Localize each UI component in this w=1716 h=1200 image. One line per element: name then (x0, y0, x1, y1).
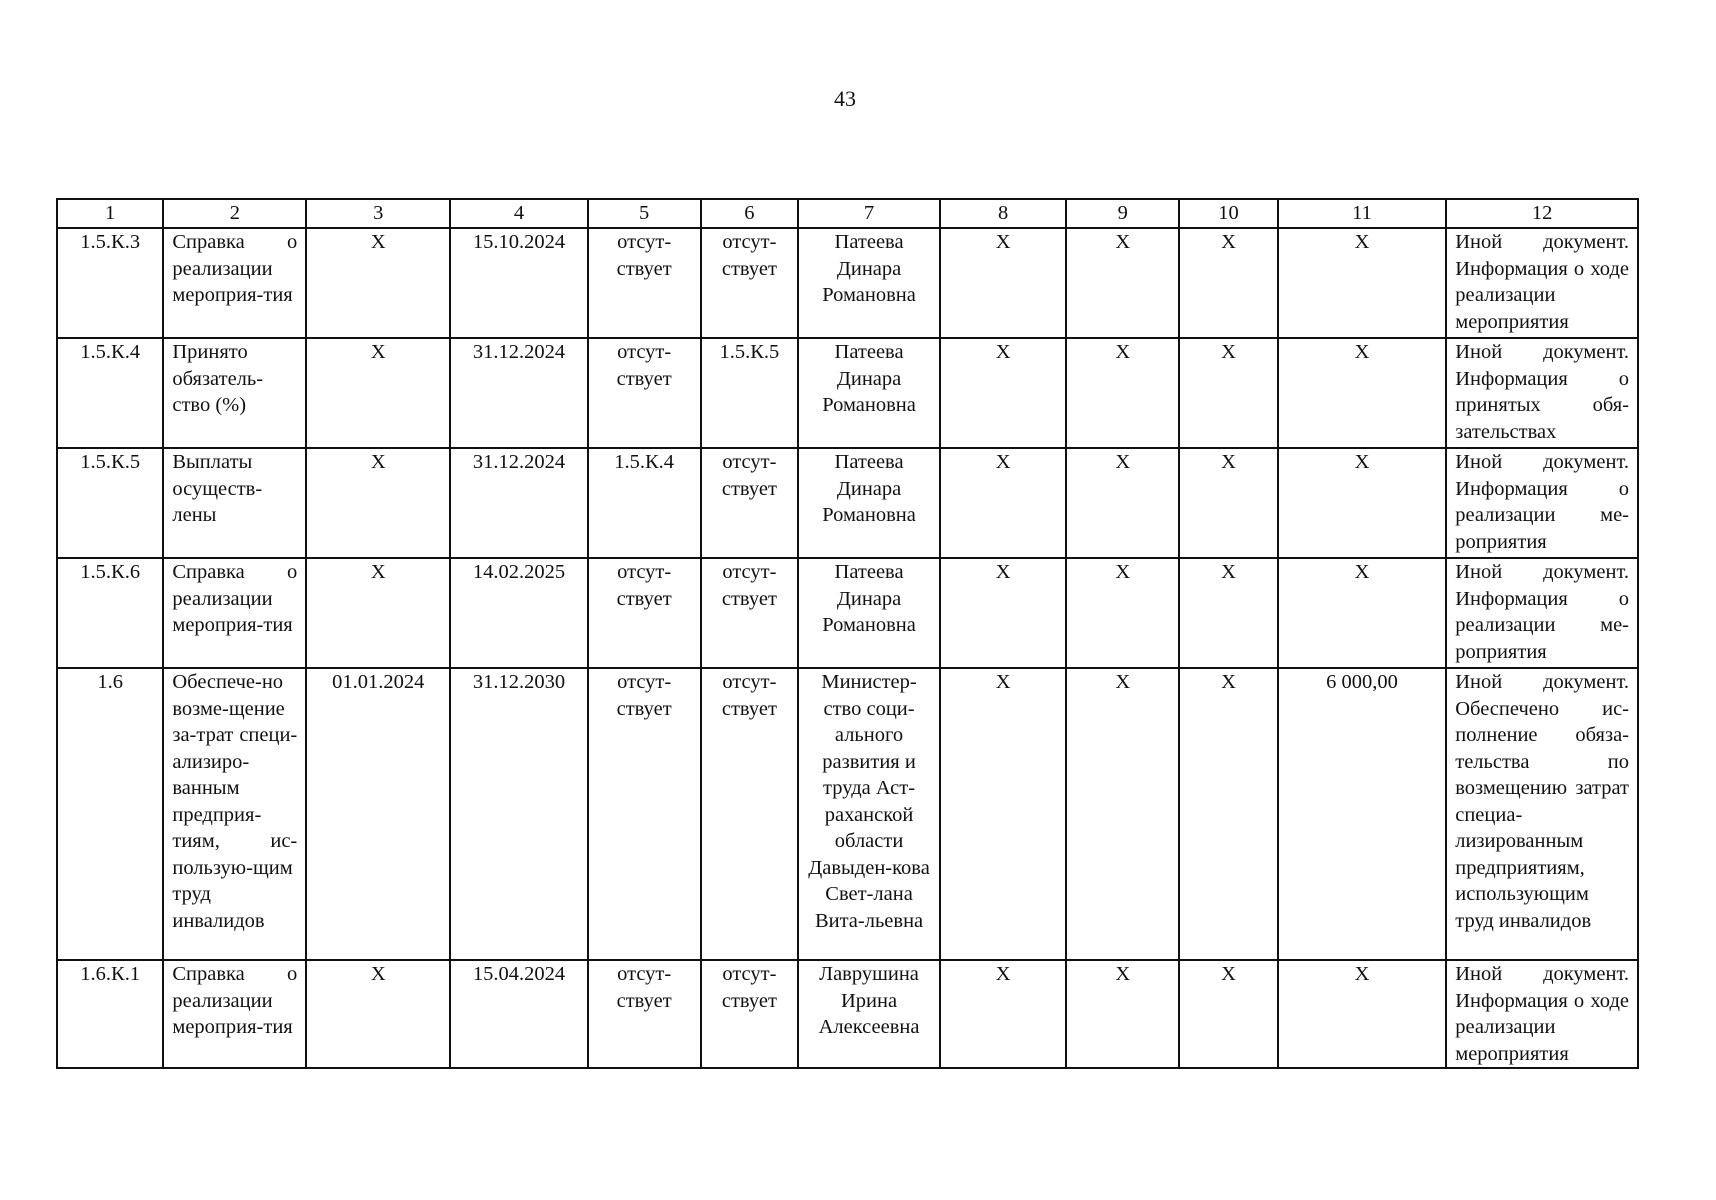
column-header: 1 (57, 199, 163, 228)
cell-col11: X (1278, 960, 1446, 1068)
cell-col9: X (1066, 448, 1179, 558)
cell-responsible: Патеева Динара Романовна (798, 338, 940, 448)
cell-col11: X (1278, 558, 1446, 668)
cell-col5: отсут-ствует (588, 960, 701, 1068)
cell-start: X (306, 228, 450, 338)
table-row (57, 668, 1638, 960)
cell-col5: отсут-ствует (588, 668, 701, 960)
cell-col9: X (1066, 960, 1179, 1068)
cell-col5: отсут-ствует (588, 558, 701, 668)
cell-col8: X (940, 448, 1066, 558)
cell-name: Справка о реализации мероприя-тия (163, 228, 306, 338)
cell-end: 31.12.2024 (450, 448, 587, 558)
column-header: 10 (1179, 199, 1278, 228)
column-header: 7 (798, 199, 940, 228)
cell-col8: X (940, 960, 1066, 1068)
table-row (57, 338, 1638, 448)
cell-code: 1.5.К.6 (57, 558, 163, 668)
cell-col6: отсут-ствует (701, 558, 798, 668)
cell-col10: X (1179, 960, 1278, 1068)
cell-start: X (306, 338, 450, 448)
column-header: 2 (163, 199, 306, 228)
cell-end: 15.04.2024 (450, 960, 587, 1068)
table-row (57, 448, 1638, 558)
column-header: 11 (1278, 199, 1446, 228)
cell-col10: X (1179, 448, 1278, 558)
cell-col10: X (1179, 558, 1278, 668)
cell-col5: 1.5.К.4 (588, 448, 701, 558)
page-number: 43 (834, 86, 856, 111)
table-row (57, 558, 1638, 668)
cell-col8: X (940, 228, 1066, 338)
cell-col11: 6 000,00 (1278, 668, 1446, 960)
cell-col11: X (1278, 448, 1446, 558)
table-row (57, 960, 1638, 1068)
cell-col5: отсут-ствует (588, 228, 701, 338)
cell-name: Справка о реализации мероприя-тия (163, 960, 306, 1068)
cell-col9: X (1066, 558, 1179, 668)
cell-end: 14.02.2025 (450, 558, 587, 668)
column-header: 8 (940, 199, 1066, 228)
cell-start: X (306, 960, 450, 1068)
cell-end: 31.12.2030 (450, 668, 587, 960)
column-header: 5 (588, 199, 701, 228)
cell-col8: X (940, 338, 1066, 448)
cell-doc: Иной документ. Информация о ходе реализации мероприятия (1446, 960, 1638, 1068)
cell-code: 1.5.К.3 (57, 228, 163, 338)
table-row (57, 228, 1638, 338)
cell-col8: X (940, 668, 1066, 960)
cell-col10: X (1179, 668, 1278, 960)
cell-code: 1.6 (57, 668, 163, 960)
cell-col8: X (940, 558, 1066, 668)
cell-responsible: Лаврушина Ирина Алексеевна (798, 960, 940, 1068)
cell-name: Выплаты осуществ-лены (163, 448, 306, 558)
cell-col9: X (1066, 338, 1179, 448)
cell-col6: отсут-ствует (701, 448, 798, 558)
cell-responsible: Патеева Динара Романовна (798, 228, 940, 338)
cell-doc: Иной документ. Обеспечено ис-полнение обяза-тельства по возмещению затрат специа-лизированным предприятиям, использующим труд инвалидов (1446, 668, 1638, 960)
cell-start: X (306, 558, 450, 668)
cell-start: X (306, 448, 450, 558)
cell-doc: Иной документ. Информация о ходе реализации мероприятия (1446, 228, 1638, 338)
cell-end: 15.10.2024 (450, 228, 587, 338)
document-table (56, 198, 1639, 1069)
cell-col11: X (1278, 338, 1446, 448)
cell-start: 01.01.2024 (306, 668, 450, 960)
cell-responsible: Министер-ство соци-ального развития и труда Аст-раханской области Давыден-кова Свет-лана Вита-льевна (798, 668, 940, 960)
cell-col11: X (1278, 228, 1446, 338)
column-header: 9 (1066, 199, 1179, 228)
cell-responsible: Патеева Динара Романовна (798, 448, 940, 558)
cell-doc: Иной документ. Информация о реализации ме-роприятия (1446, 558, 1638, 668)
cell-name: Справка о реализации мероприя-тия (163, 558, 306, 668)
cell-responsible: Патеева Динара Романовна (798, 558, 940, 668)
cell-code: 1.5.К.5 (57, 448, 163, 558)
column-header: 3 (306, 199, 450, 228)
cell-col6: отсут-ствует (701, 228, 798, 338)
cell-doc: Иной документ. Информация о реализации ме-роприятия (1446, 448, 1638, 558)
cell-col10: X (1179, 228, 1278, 338)
table-header-row (57, 199, 1638, 228)
column-header: 4 (450, 199, 587, 228)
cell-name: Принято обязатель-ство (%) (163, 338, 306, 448)
cell-code: 1.5.К.4 (57, 338, 163, 448)
cell-code: 1.6.К.1 (57, 960, 163, 1068)
cell-col9: X (1066, 668, 1179, 960)
cell-col9: X (1066, 228, 1179, 338)
cell-doc: Иной документ. Информация о принятых обя-зательствах (1446, 338, 1638, 448)
cell-col6: отсут-ствует (701, 960, 798, 1068)
column-header: 6 (701, 199, 798, 228)
cell-col5: отсут-ствует (588, 338, 701, 448)
column-header: 12 (1446, 199, 1638, 228)
cell-end: 31.12.2024 (450, 338, 587, 448)
cell-col6: отсут-ствует (701, 668, 798, 960)
cell-col6: 1.5.К.5 (701, 338, 798, 448)
cell-name: Обеспече-но возме-щение за-трат специ-ализиро-ванным предприя-тиям, ис-пользую-щим труд инвалидов (163, 668, 306, 960)
cell-col10: X (1179, 338, 1278, 448)
